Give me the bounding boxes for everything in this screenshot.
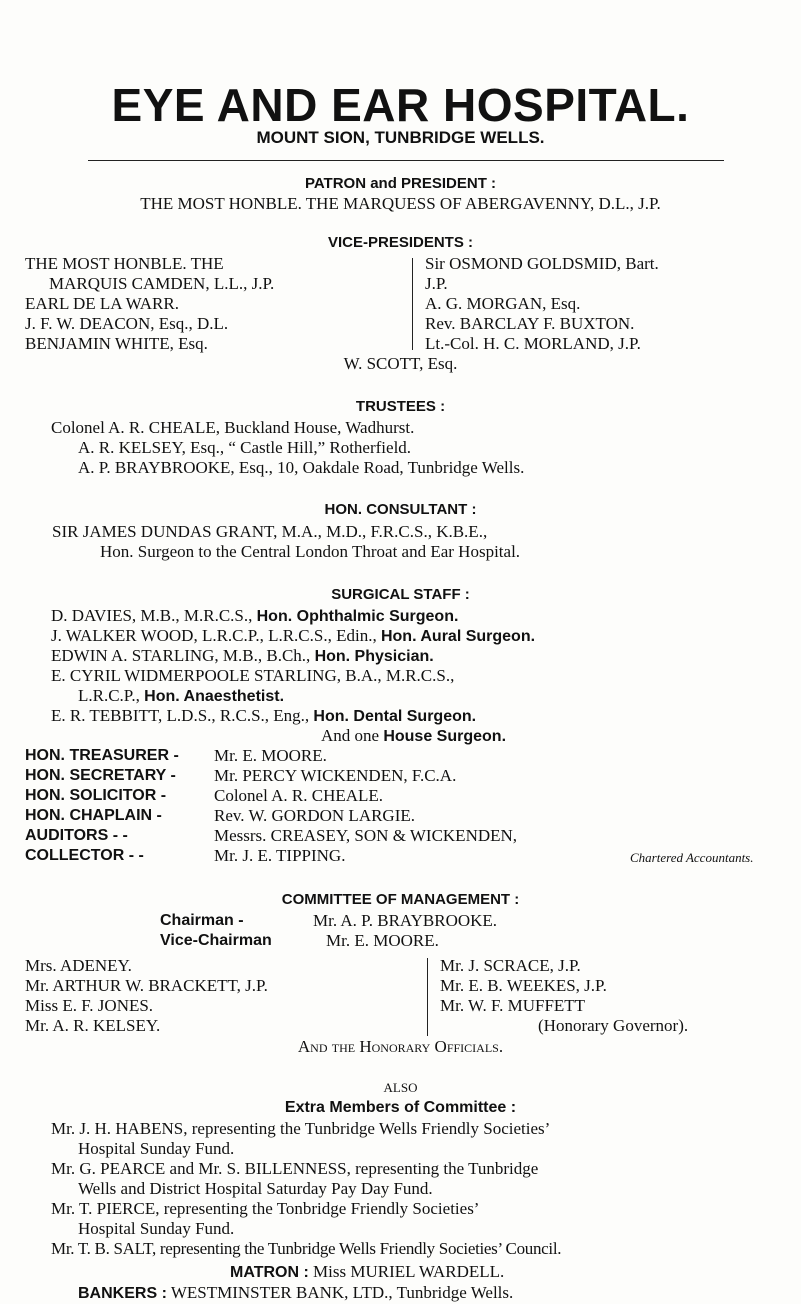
- house-role: House Surgeon.: [383, 728, 507, 745]
- staff-row: [51, 706, 476, 727]
- staff-row: [51, 646, 434, 667]
- committee-right-3: (Honorary Governor).: [538, 1016, 689, 1035]
- committee-column-divider: [427, 958, 428, 1036]
- trustees-heading: TRUSTEES :: [355, 398, 446, 415]
- matron-label: MATRON :: [230, 1264, 309, 1281]
- chairman-name: Mr. A. P. BRAYBROOKE.: [313, 911, 498, 930]
- matron-line: [230, 1262, 504, 1283]
- staff-name: L.R.C.P.,: [78, 686, 140, 705]
- extra-line-4: Mr. T. PIERCE, representing the Tonbridge Friendly Societies’: [51, 1199, 480, 1218]
- officer-name: Mr. E. MOORE.: [214, 746, 327, 765]
- trustee-2: A. P. BRAYBROOKE, Esq., 10, Oakdale Road, Tunbridge Wells.: [78, 458, 525, 477]
- staff-row: [51, 606, 458, 627]
- extra-line-5: Hospital Sunday Fund.: [78, 1219, 235, 1238]
- vice-chairman-name: Mr. E. MOORE.: [326, 931, 439, 950]
- officer-name: Colonel A. R. CHEALE.: [214, 786, 384, 805]
- vice-presidents-heading: VICE-PRESIDENTS :: [327, 234, 474, 251]
- staff-name: E. R. TEBBITT, L.D.S., R.C.S., Eng.,: [51, 706, 310, 725]
- house-surgeon-line: [321, 726, 506, 747]
- committee-left-1: Mr. ARTHUR W. BRACKETT, J.P.: [25, 976, 268, 995]
- trustee-0: Colonel A. R. CHEALE, Buckland House, Wadhurst.: [51, 418, 415, 437]
- vp-left-4: BENJAMIN WHITE, Esq.: [25, 334, 208, 353]
- vp-right-4: Lt.-Col. H. C. MORLAND, J.P.: [425, 334, 641, 353]
- vp-column-divider: [412, 258, 413, 350]
- officer-title: HON. SECRETARY -: [25, 767, 176, 784]
- staff-role: Hon. Anaesthetist.: [144, 688, 285, 705]
- vp-right-3: Rev. BARCLAY F. BUXTON.: [425, 314, 635, 333]
- committee-right-1: Mr. E. B. WEEKES, J.P.: [440, 976, 607, 995]
- staff-role: Hon. Physician.: [314, 648, 434, 665]
- staff-name: D. DAVIES, M.B., M.R.C.S.,: [51, 606, 253, 625]
- staff-name: EDWIN A. STARLING, M.B., B.Ch.,: [51, 646, 311, 665]
- patron-heading: PATRON and PRESIDENT :: [304, 175, 497, 192]
- staff-row: [51, 666, 454, 686]
- officer-title: HON. SOLICITOR -: [25, 787, 167, 804]
- chairman-label: Chairman -: [160, 912, 244, 929]
- trustee-1: A. R. KELSEY, Esq., “ Castle Hill,” Rotherfield.: [78, 438, 412, 457]
- officer-title: COLLECTOR - -: [25, 847, 144, 864]
- bankers-name: WESTMINSTER BANK, LTD., Tunbridge Wells.: [170, 1283, 514, 1302]
- consultant-0: SIR JAMES DUNDAS GRANT, M.A., M.D., F.R.C.S., K.B.E.,: [52, 522, 488, 541]
- house-prefix: And one: [321, 726, 380, 745]
- vice-chairman-label: Vice-Chairman: [160, 932, 272, 949]
- staff-name: E. CYRIL WIDMERPOOLE STARLING, B.A., M.R.C.S.,: [51, 666, 455, 685]
- officer-name: Rev. W. GORDON LARGIE.: [214, 806, 416, 825]
- bankers-line: [78, 1283, 513, 1304]
- vp-left-1: MARQUIS CAMDEN, L.L., J.P.: [49, 274, 275, 293]
- vp-right-2: A. G. MORGAN, Esq.: [425, 294, 581, 313]
- staff-role: Hon. Ophthalmic Surgeon.: [256, 608, 459, 625]
- officer-name: Messrs. CREASEY, SON & WICKENDEN,: [214, 826, 518, 845]
- consultant-heading: HON. CONSULTANT :: [324, 501, 477, 518]
- page-title: EYE AND EAR HOSPITAL.: [111, 79, 690, 131]
- page-subtitle: MOUNT SION, TUNBRIDGE WELLS.: [256, 128, 545, 147]
- vp-right-0: Sir OSMOND GOLDSMID, Bart.: [425, 254, 659, 273]
- committee-left-3: Mr. A. R. KELSEY.: [25, 1016, 161, 1035]
- consultant-1: Hon. Surgeon to the Central London Throat and Ear Hospital.: [100, 542, 521, 561]
- officer-name: Mr. PERCY WICKENDEN, F.C.A.: [214, 766, 457, 785]
- extra-line-3: Wells and District Hospital Saturday Pay Day Fund.: [78, 1179, 433, 1198]
- extra-line-1: Hospital Sunday Fund.: [78, 1139, 235, 1158]
- patron-name: THE MOST HONBLE. THE MARQUESS OF ABERGAVENNY, D.L., J.P.: [140, 194, 661, 213]
- staff-row: [51, 626, 535, 647]
- committee-right-2: Mr. W. F. MUFFETT: [440, 996, 586, 1015]
- extra-line-2: Mr. G. PEARCE and Mr. S. BILLENNESS, representing the Tunbridge: [51, 1159, 539, 1178]
- surgical-heading: SURGICAL STAFF :: [331, 586, 470, 603]
- vp-last: W. SCOTT, Esq.: [343, 354, 458, 373]
- staff-name: J. WALKER WOOD, L.R.C.P., L.R.C.S., Edin.,: [51, 626, 377, 645]
- staff-role: Hon. Dental Surgeon.: [313, 708, 477, 725]
- staff-row: [78, 686, 284, 707]
- vp-left-2: EARL DE LA WARR.: [25, 294, 179, 313]
- header-divider: [88, 160, 724, 161]
- officer-title: HON. CHAPLAIN -: [25, 807, 162, 824]
- committee-right-0: Mr. J. SCRACE, J.P.: [440, 956, 581, 975]
- committee-footer: And the Honorary Officials.: [297, 1037, 504, 1056]
- extra-line-6: Mr. T. B. SALT, representing the Tunbridge Wells Friendly Societies’ Council.: [51, 1239, 562, 1258]
- also-label: ALSO: [383, 1080, 418, 1095]
- vp-right-1: J.P.: [425, 274, 448, 293]
- officer-title: HON. TREASURER -: [25, 747, 179, 764]
- vp-left-3: J. F. W. DEACON, Esq., D.L.: [25, 314, 229, 333]
- extra-line-0: Mr. J. H. HABENS, representing the Tunbridge Wells Friendly Societies’: [51, 1119, 551, 1138]
- committee-heading: COMMITTEE OF MANAGEMENT :: [281, 891, 520, 908]
- staff-role: Hon. Aural Surgeon.: [380, 628, 536, 645]
- committee-left-0: Mrs. ADENEY.: [25, 956, 132, 975]
- matron-name: Miss MURIEL WARDELL.: [313, 1262, 505, 1281]
- officer-name: Mr. J. E. TIPPING.: [214, 846, 346, 865]
- vp-left-0: THE MOST HONBLE. THE: [25, 254, 224, 273]
- officer-title: AUDITORS - -: [25, 827, 128, 844]
- bankers-label: BANKERS :: [78, 1285, 167, 1302]
- extra-heading: Extra Members of Committee :: [284, 1099, 517, 1116]
- auditors-note: Chartered Accountants.: [630, 850, 754, 865]
- committee-left-2: Miss E. F. JONES.: [25, 996, 154, 1015]
